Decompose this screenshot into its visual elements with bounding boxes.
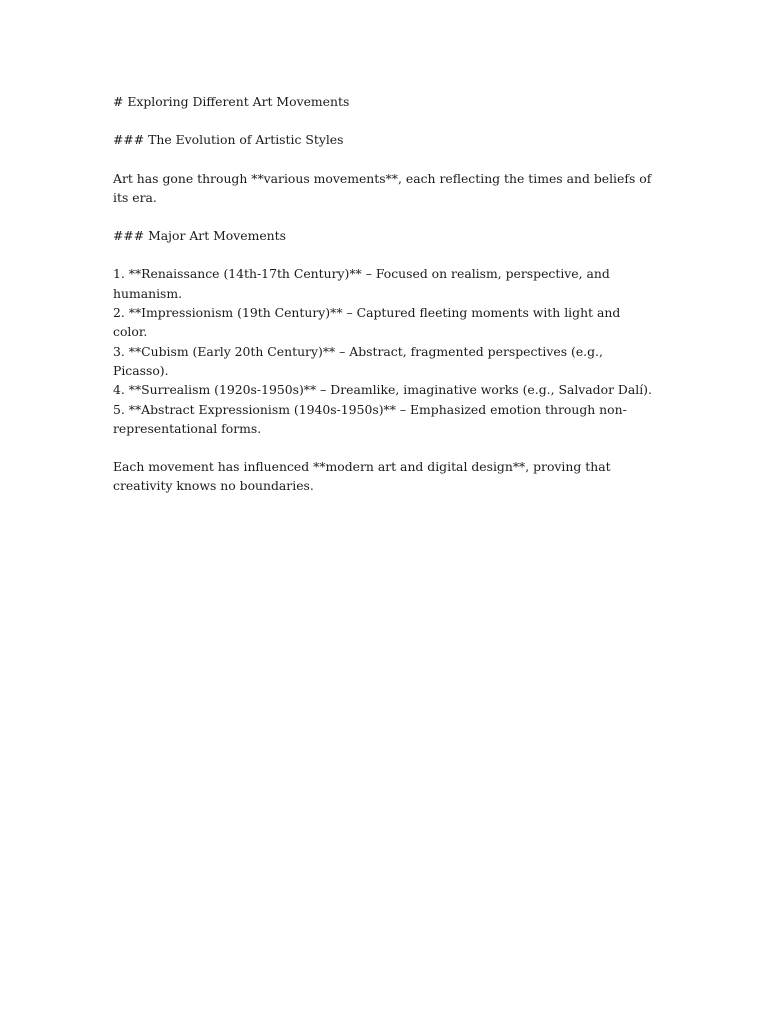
document-title: # Exploring Different Art Movements [113, 94, 350, 109]
list-item: 2. **Impressionism (19th Century)** – Captured fleeting moments with light and color. [113, 305, 621, 340]
document-body [113, 92, 658, 515]
list-item: 1. **Renaissance (14th-17th Century)** – Focused on realism, perspective, and humanism. [113, 266, 610, 301]
intro-paragraph: Art has gone through **various movements**, each reflecting the times and beliefs of its era. [113, 170, 652, 205]
section-heading: ### Major Art Movements [113, 228, 286, 244]
conclusion-paragraph: Each movement has influenced **modern art and digital design**, proving that creativity knows no boundaries. [113, 459, 611, 494]
list-item: 3. **Cubism (Early 20th Century)** – Abstract, fragmented perspectives (e.g., Picasso). [113, 343, 603, 378]
list-item: 5. **Abstract Expressionism (1940s-1950s)** – Emphasized emotion through non-representational forms. [113, 401, 627, 436]
document-subtitle: ### The Evolution of Artistic Styles [113, 132, 344, 148]
list-item: 4. **Surrealism (1920s-1950s)** – Dreamlike, imaginative works (e.g., Salvador Dalí). [113, 382, 652, 398]
art-movements-list [113, 264, 658, 438]
